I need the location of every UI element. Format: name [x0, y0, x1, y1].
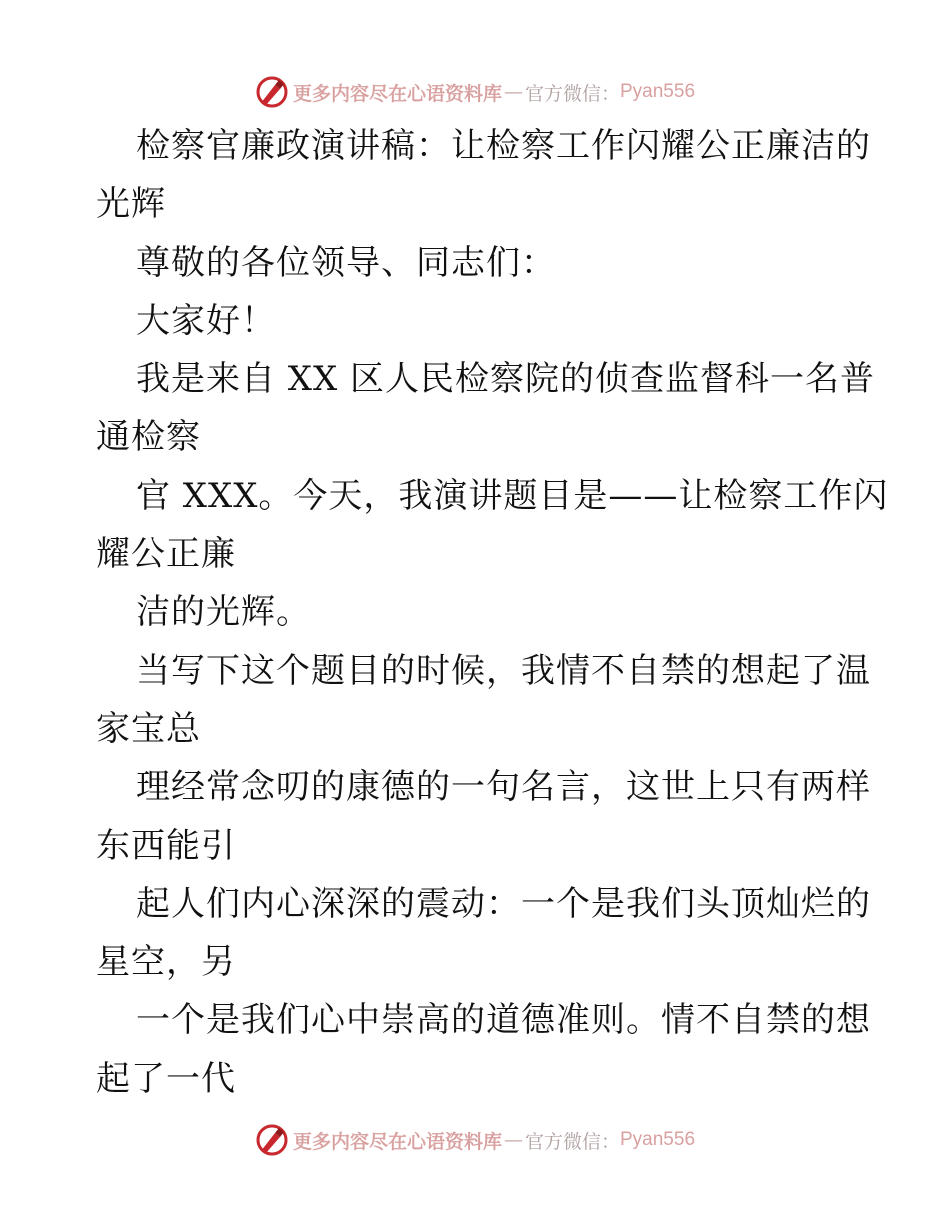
document-body: [96, 117, 889, 1108]
banner-title: 更多内容尽在心语资料库: [292, 82, 502, 105]
text-line: 当写下这个题目的时候，我情不自禁的想起了温: [136, 650, 871, 691]
text-line: 通检察: [96, 417, 201, 458]
text-line: 起人们内心深深的震动：一个是我们头顶灿烂的: [136, 883, 871, 924]
pen-logo-icon: [255, 75, 289, 109]
text-line: 星空，另: [96, 942, 236, 983]
text-line: 耀公正廉: [96, 534, 236, 575]
banner-wechat-label: 官方微信：: [524, 1130, 620, 1153]
banner-wechat-id: Pyan556: [620, 81, 696, 102]
banner-separator: —: [503, 1129, 523, 1151]
banner-title: 更多内容尽在心语资料库: [292, 1130, 502, 1153]
text-line: 家宝总: [96, 708, 201, 749]
pen-logo-icon: [255, 1123, 289, 1157]
text-line: 洁的光辉。: [136, 592, 311, 633]
header-banner: [0, 72, 950, 112]
text-line: 我是来自 XX 区人民检察院的侦查监督科一名普: [136, 359, 876, 400]
banner-wechat-label: 官方微信：: [524, 82, 620, 105]
text-line: 理经常念叨的康德的一句名言，这世上只有两样: [136, 767, 871, 808]
banner-separator: —: [503, 81, 523, 103]
text-line: 检察官廉政演讲稿：让检察工作闪耀公正廉洁的: [136, 126, 871, 166]
text-line: 光辉: [96, 184, 166, 225]
text-line: 官 XXX。今天，我演讲题目是——让检察工作闪: [136, 475, 889, 516]
text-line: 东西能引: [96, 825, 236, 866]
text-line: 大家好！: [136, 300, 276, 341]
footer-banner: [0, 1120, 950, 1160]
text-line: 尊敬的各位领导、同志们：: [136, 242, 556, 283]
text-line: 一个是我们心中崇高的道德准则。情不自禁的想: [136, 1000, 871, 1041]
text-line: 起了一代: [96, 1058, 236, 1099]
banner-wechat-id: Pyan556: [620, 1129, 696, 1150]
